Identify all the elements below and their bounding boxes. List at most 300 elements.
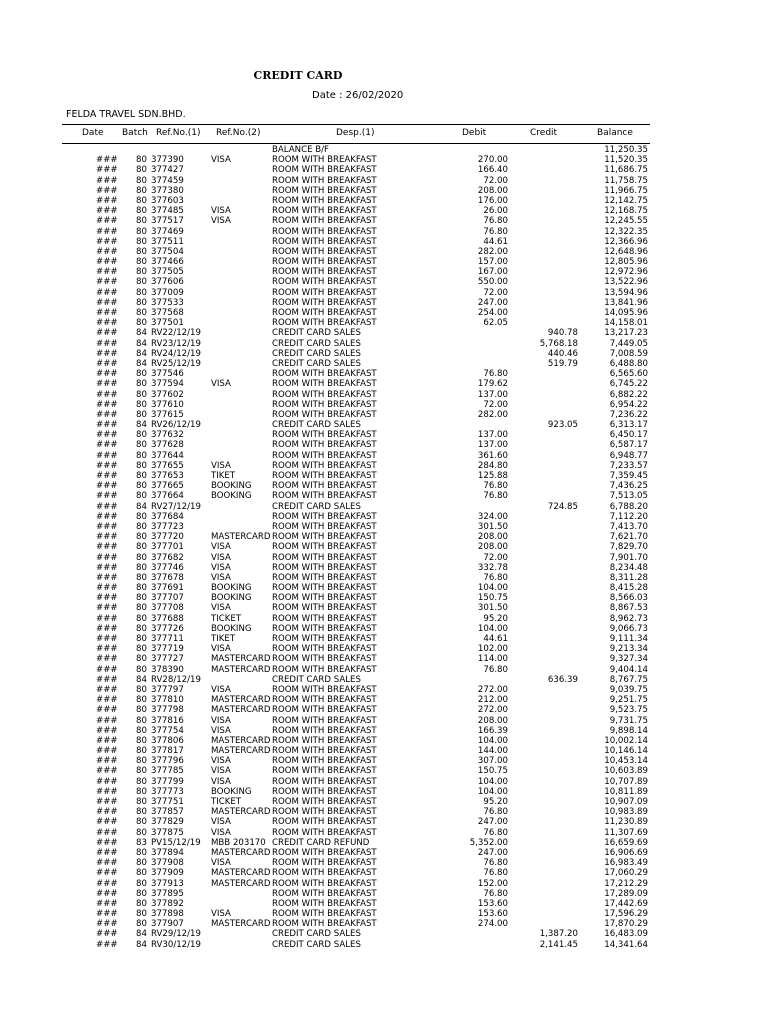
table-row bbox=[0, 868, 768, 878]
cell-balance: 7,513.05 bbox=[609, 491, 648, 502]
cell-batch: 80 bbox=[136, 695, 147, 706]
cell-desc: ROOM WITH BREAKFAST bbox=[272, 206, 377, 217]
cell-desc: ROOM WITH BREAKFAST bbox=[272, 919, 377, 930]
cell-debit: 76.80 bbox=[483, 664, 508, 675]
cell-desc: ROOM WITH BREAKFAST bbox=[272, 593, 377, 604]
cell-balance: 8,234.48 bbox=[609, 562, 648, 573]
cell-debit: 76.80 bbox=[483, 868, 508, 879]
cell-date: ### bbox=[96, 165, 118, 176]
cell-balance: 17,442.69 bbox=[604, 898, 648, 909]
company-name: FELDA TRAVEL SDN.BHD. bbox=[66, 109, 186, 120]
cell-batch: 80 bbox=[136, 511, 147, 522]
cell-desc: ROOM WITH BREAKFAST bbox=[272, 756, 377, 767]
cell-balance: 7,236.22 bbox=[609, 409, 648, 420]
cell-ref2: MASTERCARD bbox=[211, 705, 271, 716]
cell-desc: ROOM WITH BREAKFAST bbox=[272, 572, 377, 583]
table-row bbox=[0, 267, 768, 277]
table-row bbox=[0, 766, 768, 776]
cell-batch: 80 bbox=[136, 440, 147, 451]
cell-ref2: TIKET bbox=[211, 634, 236, 644]
table-row bbox=[0, 298, 768, 308]
cell-batch: 80 bbox=[136, 858, 147, 869]
cell-debit: 166.40 bbox=[477, 165, 508, 176]
cell-ref1: 377810 bbox=[151, 695, 184, 706]
cell-ref1: 377655 bbox=[151, 460, 184, 471]
table-row bbox=[0, 940, 768, 950]
cell-date: ### bbox=[96, 287, 118, 298]
cell-debit: 272.00 bbox=[477, 705, 508, 716]
cell-batch: 80 bbox=[136, 909, 147, 920]
cell-ref1: 377875 bbox=[151, 827, 184, 838]
table-row bbox=[0, 542, 768, 552]
table-row bbox=[0, 919, 768, 929]
cell-desc: ROOM WITH BREAKFAST bbox=[272, 440, 377, 451]
cell-desc: ROOM WITH BREAKFAST bbox=[272, 511, 377, 522]
header-ref1: Ref.No.(1) bbox=[156, 128, 201, 138]
cell-balance: 6,954.22 bbox=[609, 399, 648, 410]
cell-balance: 10,146.14 bbox=[604, 746, 648, 757]
cell-ref1: RV28/12/19 bbox=[151, 674, 201, 685]
cell-desc: ROOM WITH BREAKFAST bbox=[272, 847, 377, 858]
cell-balance: 7,829.70 bbox=[609, 542, 648, 553]
table-row bbox=[0, 695, 768, 705]
cell-desc: ROOM WITH BREAKFAST bbox=[272, 460, 377, 471]
cell-credit: 5,768.18 bbox=[539, 338, 578, 349]
cell-debit: 247.00 bbox=[477, 817, 508, 828]
cell-date: ### bbox=[96, 939, 118, 950]
table-row bbox=[0, 440, 768, 450]
cell-credit: 940.78 bbox=[547, 328, 578, 339]
cell-debit: 102.00 bbox=[477, 644, 508, 655]
cell-desc: ROOM WITH BREAKFAST bbox=[272, 389, 377, 400]
table-row bbox=[0, 675, 768, 685]
cell-balance: 11,230.89 bbox=[604, 817, 648, 828]
cell-balance: 12,972.96 bbox=[604, 267, 648, 278]
cell-ref1: 377511 bbox=[151, 236, 184, 247]
cell-desc: CREDIT CARD SALES bbox=[272, 348, 361, 359]
table-row bbox=[0, 186, 768, 196]
cell-batch: 80 bbox=[136, 257, 147, 268]
cell-balance: 12,805.96 bbox=[604, 257, 648, 268]
cell-balance: 8,867.53 bbox=[609, 603, 648, 614]
cell-debit: 247.00 bbox=[477, 297, 508, 308]
cell-ref2: TICKET bbox=[211, 797, 242, 807]
cell-debit: 324.00 bbox=[477, 511, 508, 522]
cell-batch: 80 bbox=[136, 287, 147, 298]
cell-ref1: 377469 bbox=[151, 226, 184, 237]
cell-ref1: 377594 bbox=[151, 379, 184, 390]
cell-balance: 13,841.96 bbox=[604, 297, 648, 308]
cell-ref1: 377720 bbox=[151, 532, 184, 543]
cell-date: ### bbox=[96, 797, 118, 807]
cell-balance: 7,621.70 bbox=[609, 532, 648, 543]
cell-date: ### bbox=[96, 766, 118, 777]
table-row bbox=[0, 746, 768, 756]
cell-ref2: MASTERCARD bbox=[211, 807, 271, 818]
table-row bbox=[0, 390, 768, 400]
cell-ref1: 377653 bbox=[151, 471, 184, 481]
table-row bbox=[0, 573, 768, 583]
cell-desc: ROOM WITH BREAKFAST bbox=[272, 552, 377, 563]
cell-desc: ROOM WITH BREAKFAST bbox=[272, 216, 377, 227]
cell-desc: CREDIT CARD REFUND bbox=[272, 837, 370, 848]
cell-ref1: 377602 bbox=[151, 389, 184, 400]
cell-batch: 80 bbox=[136, 277, 147, 288]
cell-date: ### bbox=[96, 807, 118, 818]
cell-date: ### bbox=[96, 898, 118, 909]
table-row bbox=[0, 522, 768, 532]
table-row bbox=[0, 583, 768, 593]
cell-debit: 125.88 bbox=[477, 471, 508, 481]
cell-date: ### bbox=[96, 216, 118, 227]
cell-balance: 7,008.59 bbox=[609, 348, 648, 359]
cell-debit: 114.00 bbox=[477, 654, 508, 665]
cell-balance: 16,983.49 bbox=[604, 858, 648, 869]
cell-ref1: 377907 bbox=[151, 919, 184, 930]
cell-balance: 7,901.70 bbox=[609, 552, 648, 563]
table-header bbox=[62, 124, 650, 144]
cell-date: ### bbox=[96, 226, 118, 237]
cell-ref2: TICKET bbox=[211, 613, 242, 624]
cell-desc: ROOM WITH BREAKFAST bbox=[272, 664, 377, 675]
table-row bbox=[0, 593, 768, 603]
table-row bbox=[0, 716, 768, 726]
cell-ref2: VISA bbox=[211, 715, 231, 726]
cell-ref2: VISA bbox=[211, 552, 231, 563]
cell-ref2: MASTERCARD bbox=[211, 532, 271, 543]
cell-desc: ROOM WITH BREAKFAST bbox=[272, 471, 377, 481]
cell-date: ### bbox=[96, 471, 118, 481]
header-ref2: Ref.No.(2) bbox=[216, 128, 261, 138]
cell-debit: 44.61 bbox=[483, 236, 508, 247]
cell-ref1: 377708 bbox=[151, 603, 184, 614]
cell-desc: ROOM WITH BREAKFAST bbox=[272, 746, 377, 757]
cell-ref1: 377816 bbox=[151, 715, 184, 726]
cell-ref2: TIKET bbox=[211, 471, 236, 481]
cell-ref1: 377466 bbox=[151, 257, 184, 268]
cell-batch: 80 bbox=[136, 491, 147, 502]
table-row bbox=[0, 512, 768, 522]
cell-desc: ROOM WITH BREAKFAST bbox=[272, 236, 377, 247]
cell-debit: 76.80 bbox=[483, 226, 508, 237]
cell-date: ### bbox=[96, 542, 118, 553]
cell-debit: 153.60 bbox=[477, 898, 508, 909]
cell-date: ### bbox=[96, 695, 118, 706]
report-date: Date : 26/02/2020 bbox=[312, 90, 404, 101]
cell-balance: 6,788.20 bbox=[609, 501, 648, 512]
cell-desc: ROOM WITH BREAKFAST bbox=[272, 878, 377, 889]
cell-batch: 80 bbox=[136, 705, 147, 716]
cell-ref1: 377546 bbox=[151, 369, 184, 380]
cell-batch: 80 bbox=[136, 369, 147, 380]
cell-balance: 6,745.22 bbox=[609, 379, 648, 390]
cell-balance: 16,659.69 bbox=[604, 837, 648, 848]
cell-batch: 84 bbox=[136, 674, 147, 685]
cell-debit: 137.00 bbox=[477, 389, 508, 400]
table-row bbox=[0, 400, 768, 410]
cell-batch: 80 bbox=[136, 165, 147, 176]
cell-ref2: MASTERCARD bbox=[211, 868, 271, 879]
cell-balance: 11,307.69 bbox=[604, 827, 648, 838]
cell-ref1: 377603 bbox=[151, 195, 184, 206]
cell-batch: 80 bbox=[136, 267, 147, 278]
cell-batch: 84 bbox=[136, 348, 147, 359]
cell-debit: 247.00 bbox=[477, 847, 508, 858]
cell-desc: ROOM WITH BREAKFAST bbox=[272, 623, 377, 634]
table-row bbox=[0, 787, 768, 797]
table-row bbox=[0, 929, 768, 939]
cell-desc: ROOM WITH BREAKFAST bbox=[272, 430, 377, 441]
cell-date: ### bbox=[96, 481, 118, 492]
cell-ref1: 377913 bbox=[151, 878, 184, 889]
cell-desc: ROOM WITH BREAKFAST bbox=[272, 858, 377, 869]
cell-desc: ROOM WITH BREAKFAST bbox=[272, 195, 377, 206]
table-row bbox=[0, 685, 768, 695]
cell-ref1: 377711 bbox=[151, 634, 184, 644]
cell-balance: 6,587.17 bbox=[609, 440, 648, 451]
cell-balance: 6,948.77 bbox=[609, 450, 648, 461]
cell-ref1: RV27/12/19 bbox=[151, 501, 201, 512]
cell-ref1: 377632 bbox=[151, 430, 184, 441]
table-row bbox=[0, 176, 768, 186]
cell-desc: ROOM WITH BREAKFAST bbox=[272, 297, 377, 308]
cell-date: ### bbox=[96, 532, 118, 543]
table-row bbox=[0, 155, 768, 165]
cell-ref1: 377517 bbox=[151, 216, 184, 227]
cell-ref1: 377459 bbox=[151, 175, 184, 186]
cell-debit: 301.50 bbox=[477, 521, 508, 532]
cell-ref2: VISA bbox=[211, 909, 231, 920]
cell-balance: 8,566.03 bbox=[609, 593, 648, 604]
cell-batch: 80 bbox=[136, 308, 147, 318]
cell-batch: 80 bbox=[136, 562, 147, 573]
cell-batch: 80 bbox=[136, 572, 147, 583]
cell-date: ### bbox=[96, 684, 118, 695]
cell-balance: 13,522.96 bbox=[604, 277, 648, 288]
cell-debit: 208.00 bbox=[477, 715, 508, 726]
cell-date: ### bbox=[96, 195, 118, 206]
cell-ref1: 377501 bbox=[151, 318, 184, 329]
cell-ref1: 377726 bbox=[151, 623, 184, 634]
cell-ref1: 377610 bbox=[151, 399, 184, 410]
table-row bbox=[0, 379, 768, 389]
cell-debit: 167.00 bbox=[477, 267, 508, 278]
table-row bbox=[0, 339, 768, 349]
table-row bbox=[0, 451, 768, 461]
table-row bbox=[0, 879, 768, 889]
header-batch: Batch bbox=[122, 128, 148, 138]
cell-balance: 12,366.96 bbox=[604, 236, 648, 247]
table-row bbox=[0, 349, 768, 359]
cell-ref2: BOOKING bbox=[211, 491, 252, 502]
cell-batch: 80 bbox=[136, 715, 147, 726]
cell-balance: 8,311.28 bbox=[609, 572, 648, 583]
table-row bbox=[0, 909, 768, 919]
cell-desc: CREDIT CARD SALES bbox=[272, 929, 361, 940]
cell-ref2: BOOKING bbox=[211, 593, 252, 604]
cell-debit: 76.80 bbox=[483, 369, 508, 380]
cell-ref2: MASTERCARD bbox=[211, 654, 271, 665]
cell-desc: ROOM WITH BREAKFAST bbox=[272, 786, 377, 797]
cell-date: ### bbox=[96, 511, 118, 522]
cell-balance: 9,523.75 bbox=[609, 705, 648, 716]
cell-ref1: 377754 bbox=[151, 725, 184, 736]
cell-balance: 9,731.75 bbox=[609, 715, 648, 726]
cell-debit: 157.00 bbox=[477, 257, 508, 268]
cell-ref2: VISA bbox=[211, 756, 231, 767]
cell-balance: 12,245.55 bbox=[604, 216, 648, 227]
cell-credit: 519.79 bbox=[547, 358, 578, 369]
table-row bbox=[0, 899, 768, 909]
cell-debit: 254.00 bbox=[477, 308, 508, 318]
cell-date: ### bbox=[96, 175, 118, 186]
cell-batch: 80 bbox=[136, 297, 147, 308]
cell-balance: 6,488.80 bbox=[609, 358, 648, 369]
header-balance: Balance bbox=[597, 128, 633, 138]
cell-debit: 152.00 bbox=[477, 878, 508, 889]
cell-date: ### bbox=[96, 297, 118, 308]
cell-batch: 80 bbox=[136, 532, 147, 543]
cell-date: ### bbox=[96, 715, 118, 726]
cell-date: ### bbox=[96, 847, 118, 858]
cell-date: ### bbox=[96, 399, 118, 410]
cell-balance: 9,898.14 bbox=[609, 725, 648, 736]
cell-date: ### bbox=[96, 756, 118, 767]
table-row bbox=[0, 797, 768, 807]
cell-ref1: 377796 bbox=[151, 756, 184, 767]
cell-date: ### bbox=[96, 572, 118, 583]
table-row bbox=[0, 858, 768, 868]
header-date: Date bbox=[82, 128, 104, 138]
cell-balance: 11,520.35 bbox=[604, 155, 648, 166]
cell-ref2: BOOKING bbox=[211, 583, 252, 594]
cell-date: ### bbox=[96, 786, 118, 797]
cell-batch: 80 bbox=[136, 236, 147, 247]
cell-ref1: 377908 bbox=[151, 858, 184, 869]
cell-balance: 14,158.01 bbox=[604, 318, 648, 329]
cell-desc: ROOM WITH BREAKFAST bbox=[272, 542, 377, 553]
cell-balance: 9,327.34 bbox=[609, 654, 648, 665]
table-row bbox=[0, 705, 768, 715]
cell-desc: CREDIT CARD SALES bbox=[272, 338, 361, 349]
transaction-table bbox=[0, 145, 768, 950]
cell-desc: ROOM WITH BREAKFAST bbox=[272, 725, 377, 736]
cell-debit: 137.00 bbox=[477, 440, 508, 451]
cell-debit: 76.80 bbox=[483, 491, 508, 502]
cell-batch: 80 bbox=[136, 868, 147, 879]
cell-desc: ROOM WITH BREAKFAST bbox=[272, 827, 377, 838]
cell-batch: 84 bbox=[136, 358, 147, 369]
cell-debit: 72.00 bbox=[483, 287, 508, 298]
cell-debit: 361.60 bbox=[477, 450, 508, 461]
cell-desc: ROOM WITH BREAKFAST bbox=[272, 766, 377, 777]
table-row bbox=[0, 318, 768, 328]
cell-ref2: MASTERCARD bbox=[211, 919, 271, 930]
table-row bbox=[0, 328, 768, 338]
cell-batch: 80 bbox=[136, 430, 147, 441]
cell-desc: ROOM WITH BREAKFAST bbox=[272, 491, 377, 502]
cell-debit: 104.00 bbox=[477, 735, 508, 746]
cell-balance: 14,341.64 bbox=[604, 939, 648, 950]
table-row bbox=[0, 461, 768, 471]
cell-ref1: 377701 bbox=[151, 542, 184, 553]
cell-balance: 10,707.89 bbox=[604, 776, 648, 787]
cell-batch: 80 bbox=[136, 185, 147, 196]
cell-date: ### bbox=[96, 369, 118, 380]
cell-ref1: 377380 bbox=[151, 185, 184, 196]
cell-date: ### bbox=[96, 623, 118, 634]
cell-balance: 9,111.34 bbox=[609, 634, 648, 644]
cell-desc: ROOM WITH BREAKFAST bbox=[272, 644, 377, 655]
cell-date: ### bbox=[96, 735, 118, 746]
table-row bbox=[0, 828, 768, 838]
cell-balance: 17,212.29 bbox=[604, 878, 648, 889]
cell-debit: 62.05 bbox=[483, 318, 508, 329]
cell-balance: 8,767.75 bbox=[609, 674, 648, 685]
cell-desc: ROOM WITH BREAKFAST bbox=[272, 257, 377, 268]
cell-date: ### bbox=[96, 379, 118, 390]
cell-ref1: 377785 bbox=[151, 766, 184, 777]
cell-ref2: VISA bbox=[211, 817, 231, 828]
cell-ref1: RV22/12/19 bbox=[151, 328, 201, 339]
table-row bbox=[0, 288, 768, 298]
cell-ref2: VISA bbox=[211, 644, 231, 655]
cell-desc: ROOM WITH BREAKFAST bbox=[272, 613, 377, 624]
cell-date: ### bbox=[96, 858, 118, 869]
cell-debit: 150.75 bbox=[477, 593, 508, 604]
cell-batch: 80 bbox=[136, 481, 147, 492]
cell-debit: 301.50 bbox=[477, 603, 508, 614]
cell-batch: 84 bbox=[136, 420, 147, 431]
cell-balance: 6,313.17 bbox=[609, 420, 648, 431]
cell-desc: ROOM WITH BREAKFAST bbox=[272, 450, 377, 461]
table-row bbox=[0, 410, 768, 420]
cell-ref1: 377798 bbox=[151, 705, 184, 716]
table-row bbox=[0, 491, 768, 501]
cell-batch: 80 bbox=[136, 246, 147, 257]
cell-debit: 274.00 bbox=[477, 919, 508, 930]
cell-debit: 104.00 bbox=[477, 786, 508, 797]
cell-debit: 104.00 bbox=[477, 583, 508, 594]
cell-ref2: MASTERCARD bbox=[211, 847, 271, 858]
cell-date: ### bbox=[96, 837, 118, 848]
table-row bbox=[0, 257, 768, 267]
table-row bbox=[0, 277, 768, 287]
cell-debit: 72.00 bbox=[483, 175, 508, 186]
cell-balance: 8,962.73 bbox=[609, 613, 648, 624]
cell-balance: 11,686.75 bbox=[604, 165, 648, 176]
cell-ref1: 377797 bbox=[151, 684, 184, 695]
table-row bbox=[0, 736, 768, 746]
cell-ref1: 377806 bbox=[151, 735, 184, 746]
cell-batch: 80 bbox=[136, 644, 147, 655]
cell-batch: 80 bbox=[136, 195, 147, 206]
cell-date: ### bbox=[96, 257, 118, 268]
cell-date: ### bbox=[96, 919, 118, 930]
cell-desc: CREDIT CARD SALES bbox=[272, 501, 361, 512]
cell-date: ### bbox=[96, 746, 118, 757]
cell-balance: 8,415.28 bbox=[609, 583, 648, 594]
cell-batch: 80 bbox=[136, 725, 147, 736]
cell-date: ### bbox=[96, 236, 118, 247]
cell-ref1: 377857 bbox=[151, 807, 184, 818]
cell-ref2: VISA bbox=[211, 766, 231, 777]
cell-balance: 6,882.22 bbox=[609, 389, 648, 400]
cell-debit: 176.00 bbox=[477, 195, 508, 206]
cell-debit: 272.00 bbox=[477, 684, 508, 695]
cell-ref1: 377485 bbox=[151, 206, 184, 217]
cell-desc: ROOM WITH BREAKFAST bbox=[272, 888, 377, 899]
